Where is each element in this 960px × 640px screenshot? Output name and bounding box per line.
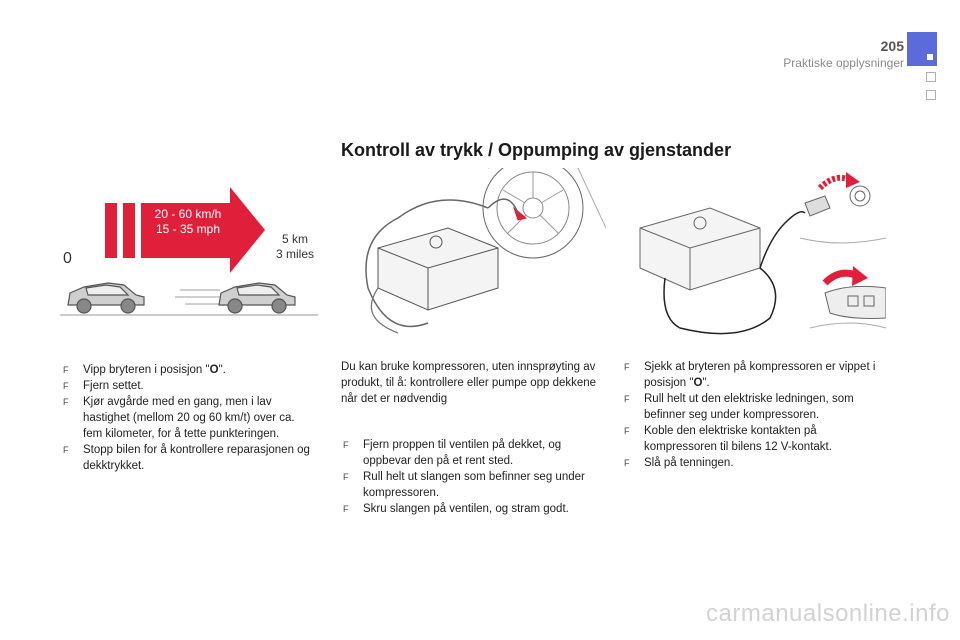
compressor-tyre-illustration [338,168,606,338]
bullet-icon: F [343,504,349,514]
bullet-icon: F [343,472,349,482]
bullet-icon: F [343,440,349,450]
bullet-icon: F [63,365,69,375]
chapter-box-icon [926,72,936,82]
section-title: Praktiske opplysninger [783,56,904,70]
left-instruction-list [61,362,313,474]
page-heading: Kontroll av trykk / Oppumping av gjenstander [341,140,732,160]
left-column [61,362,313,474]
instruction-item: F Slå på tenningen. [624,457,734,469]
speed-bar [105,203,117,258]
bullet-icon: F [63,397,69,407]
intro-paragraph: Du kan bruke kompressoren, uten innsprøyting av produkt, til å: kontrollere eller pumpe opp dekkene når det er nødvendig [341,361,597,405]
speed-kmh-label: 20 - 60 km/h [154,207,222,221]
distance-miles-label: 3 miles [276,247,315,261]
right-column [622,359,884,471]
bullet-icon: F [624,458,630,468]
speed-distance-illustration [60,185,322,320]
instruction-item: F Rull helt ut den elektriske ledningen, som befinner seg under kompressoren. [624,393,854,421]
instruction-item: F Sjekk at bryteren på kompressoren er vippet i posisjon "O". [624,361,876,389]
bullet-icon: F [63,445,69,455]
instruction-item: F Fjern settet. [63,380,144,392]
instruction-item: F Rull helt ut slangen som befinner seg under kompressoren. [343,471,585,499]
compressor-socket-illustration [620,168,886,343]
instruction-item: F Fjern proppen til ventilen på dekket, og oppbevar den på et rent sted. [343,439,562,467]
speed-bar [123,203,135,258]
instruction-item: F Stopp bilen for å kontrollere reparasjonen og dekktrykket. [63,444,310,472]
watermark: carmanualsonline.info [706,600,950,627]
middle-column [341,359,603,517]
instruction-item: F Skru slangen på ventilen, og stram godt. [343,503,569,515]
middle-instruction-list [341,437,603,517]
bullet-icon: F [624,362,630,372]
instruction-item: F Kjør avgårde med en gang, men i lav hastighet (mellom 20 og 60 km/t) over ca. fem kilometer, for å tette punkteringen. [63,396,295,440]
car-icon [219,283,295,313]
right-instruction-list [622,359,884,471]
page-number: 205 [880,38,904,54]
tab-dot-icon [927,54,933,60]
instruction-item: F Koble den elektriske kontakten på kompressoren til bilens 12 V-kontakt. [624,425,832,453]
instruction-item: F Vipp bryteren i posisjon "O". [63,364,226,376]
bullet-icon: F [624,426,630,436]
car-icon [68,283,144,313]
bullet-icon: F [624,394,630,404]
bullet-icon: F [63,381,69,391]
chapter-box-icon [926,90,936,100]
distance-km-label: 5 km [282,232,309,246]
speed-mph-label: 15 - 35 mph [155,222,221,236]
start-label: 0 [63,250,72,267]
chapter-tab [907,32,937,66]
